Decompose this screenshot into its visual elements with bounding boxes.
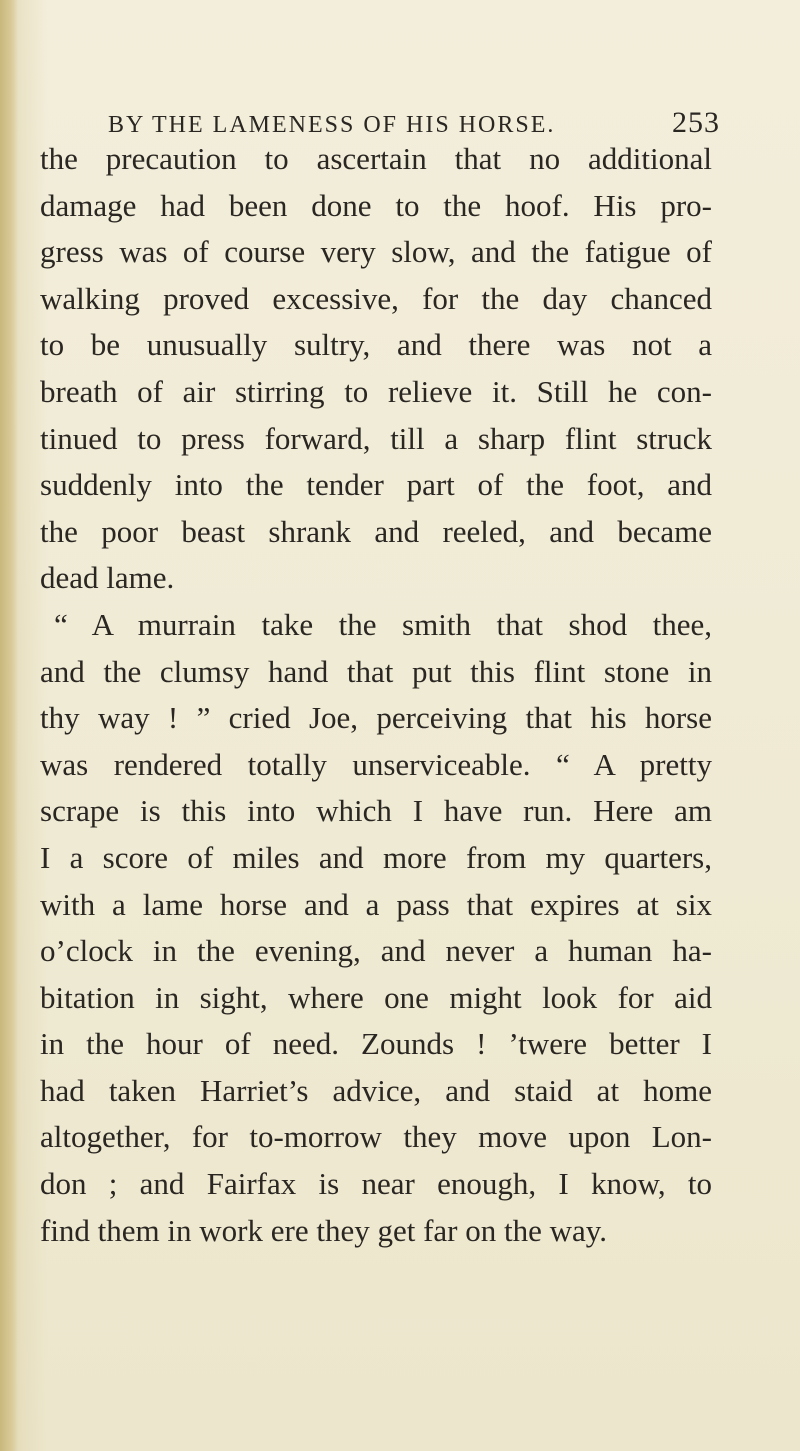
running-title: BY THE LAMENESS OF HIS HORSE. (108, 112, 556, 138)
page-number: 253 (672, 106, 720, 139)
body-text (40, 136, 712, 1254)
text-line: walking proved excessive, for the day chanced (40, 280, 712, 316)
text-line: was rendered totally unserviceable. “ A pretty (40, 746, 712, 782)
text-line: damage had been done to the hoof. His pro- (40, 187, 712, 223)
text-line: o’clock in the evening, and never a human ha- (40, 933, 712, 969)
text-line: don ; and Fairfax is near enough, I know, to (40, 1166, 712, 1202)
text-line: “ A murrain take the smith that shod thee, (54, 606, 712, 642)
text-line: find them in work ere they get far on the way. (40, 1212, 607, 1248)
text-line: gress was of course very slow, and the fatigue of (40, 234, 712, 270)
text-line: scrape is this into which I have run. Here am (40, 793, 712, 829)
text-line: suddenly into the tender part of the foot, and (40, 467, 712, 503)
text-line: I a score of miles and more from my quarters, (40, 839, 712, 875)
text-line: breath of air stirring to relieve it. Still he con- (40, 373, 712, 409)
text-line: the poor beast shrank and reeled, and became (40, 513, 712, 549)
text-line: tinued to press forward, till a sharp flint struck (40, 420, 712, 456)
text-line: altogether, for to-morrow they move upon Lon- (40, 1119, 712, 1155)
text-line: thy way ! ” cried Joe, perceiving that his horse (40, 700, 712, 736)
text-line: in the hour of need. Zounds ! ’twere better I (40, 1026, 712, 1062)
text-line: had taken Harriet’s advice, and staid at home (40, 1072, 712, 1108)
text-line: and the clumsy hand that put this flint stone in (40, 653, 712, 689)
text-line: with a lame horse and a pass that expires at six (40, 886, 712, 922)
text-line: bitation in sight, where one might look for aid (40, 979, 712, 1015)
text-line: to be unusually sultry, and there was not a (40, 327, 712, 363)
page-gutter (0, 0, 18, 1451)
text-line: the precaution to ascertain that no additional (40, 141, 712, 176)
text-line: dead lame. (40, 560, 175, 596)
